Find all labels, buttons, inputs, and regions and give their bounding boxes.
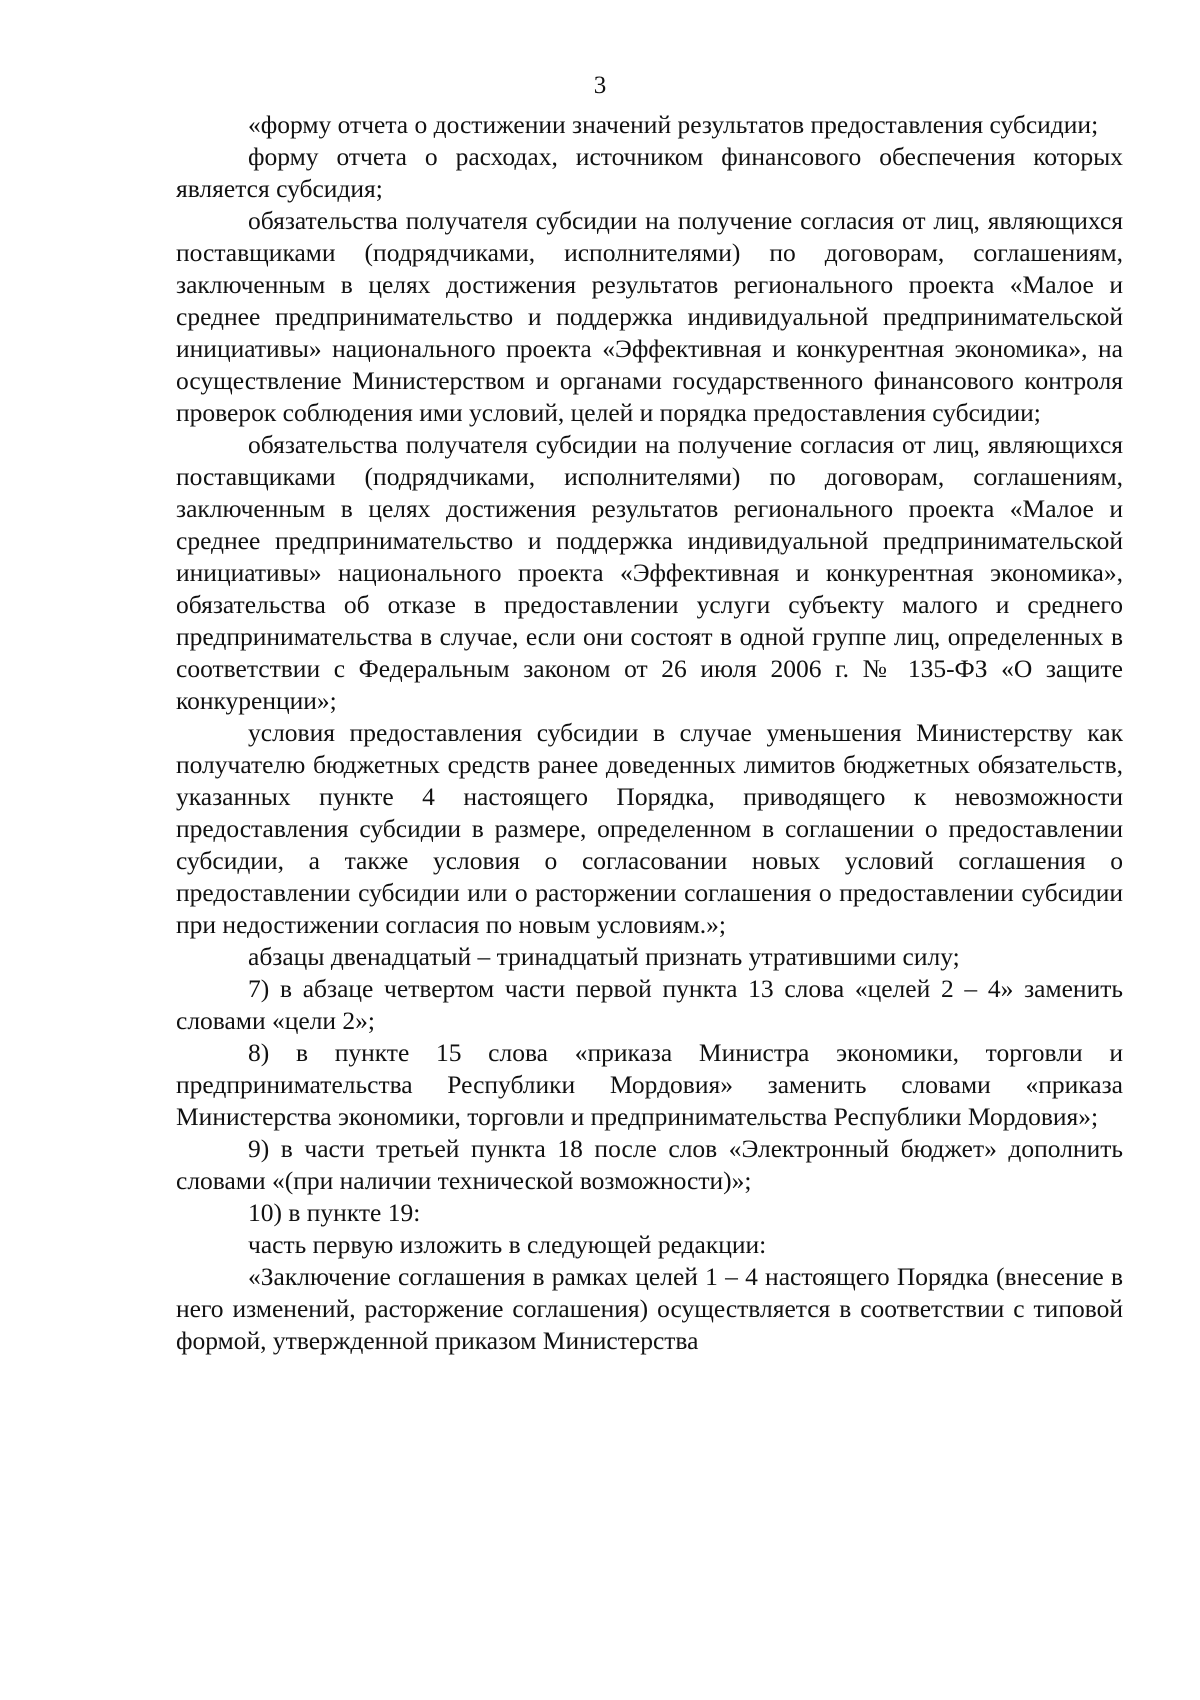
paragraph: часть первую изложить в следующей редакции:: [248, 1230, 767, 1259]
paragraph: 7) в абзаце четвертом части первой пункта 13 слова «целей 2 – 4» заменить словами «цели 2»;: [176, 974, 1123, 1035]
paragraph: абзацы двенадцатый – тринадцатый признать утратившими силу;: [248, 942, 960, 971]
document-body: [176, 109, 1123, 1357]
paragraph: обязательства получателя субсидии на получение согласия от лиц, являющихся поставщиками (подрядчиками, исполнителями) по договорам, соглашениям, заключенным в целях достижения результатов регионального проекта «Малое и среднее предпринимательство и поддержка индивидуальной предпринимательской инициативы» национального проекта «Эффективная и конкурентная экономика», обязательства об отказе в предоставлении услуги субъекту малого и среднего предпринимательства в случае, если они состоят в одной группе лиц, определенных в соответствии с Федеральным законом от 26 июля 2006 г. № 135-ФЗ «О защите конкуренции»;: [176, 430, 1123, 715]
paragraph: 9) в части третьей пункта 18 после слов «Электронный бюджет» дополнить словами «(при наличии технической возможности)»;: [176, 1134, 1123, 1195]
paragraph: 8) в пункте 15 слова «приказа Министра экономики, торговли и предпринимательства Республики Мордовия» заменить словами «приказа Министерства экономики, торговли и предпринимательства Республики Мордовия»;: [176, 1038, 1123, 1131]
paragraph: 10) в пункте 19:: [248, 1198, 421, 1227]
paragraph: форму отчета о расходах, источником финансового обеспечения которых является субсидия;: [176, 142, 1123, 203]
paragraph: «форму отчета о достижении значений результатов предоставления субсидии;: [248, 110, 1099, 139]
paragraph: условия предоставления субсидии в случае уменьшения Министерству как получателю бюджетных средств ранее доведенных лимитов бюджетных обязательств, указанных пункте 4 настоящего Порядка, приводящего к невозможности предоставления субсидии в размере, определенном в соглашении о предоставлении субсидии, а также условия о согласовании новых условий соглашения о предоставлении субсидии или о расторжении соглашения о предоставлении субсидии при недостижении согласия по новым условиям.»;: [176, 718, 1123, 939]
paragraph: «Заключение соглашения в рамках целей 1 – 4 настоящего Порядка (внесение в него изменений, расторжение соглашения) осуществляется в соответствии с типовой формой, утвержденной приказом Министерства: [176, 1262, 1123, 1355]
page-number: 3: [593, 72, 607, 99]
paragraph: обязательства получателя субсидии на получение согласия от лиц, являющихся поставщиками (подрядчиками, исполнителями) по договорам, соглашениям, заключенным в целях достижения результатов регионального проекта «Малое и среднее предпринимательство и поддержка индивидуальной предпринимательской инициативы» национального проекта «Эффективная и конкурентная экономика», на осуществление Министерством и органами государственного финансового контроля проверок соблюдения ими условий, целей и порядка предоставления субсидии;: [176, 206, 1123, 427]
